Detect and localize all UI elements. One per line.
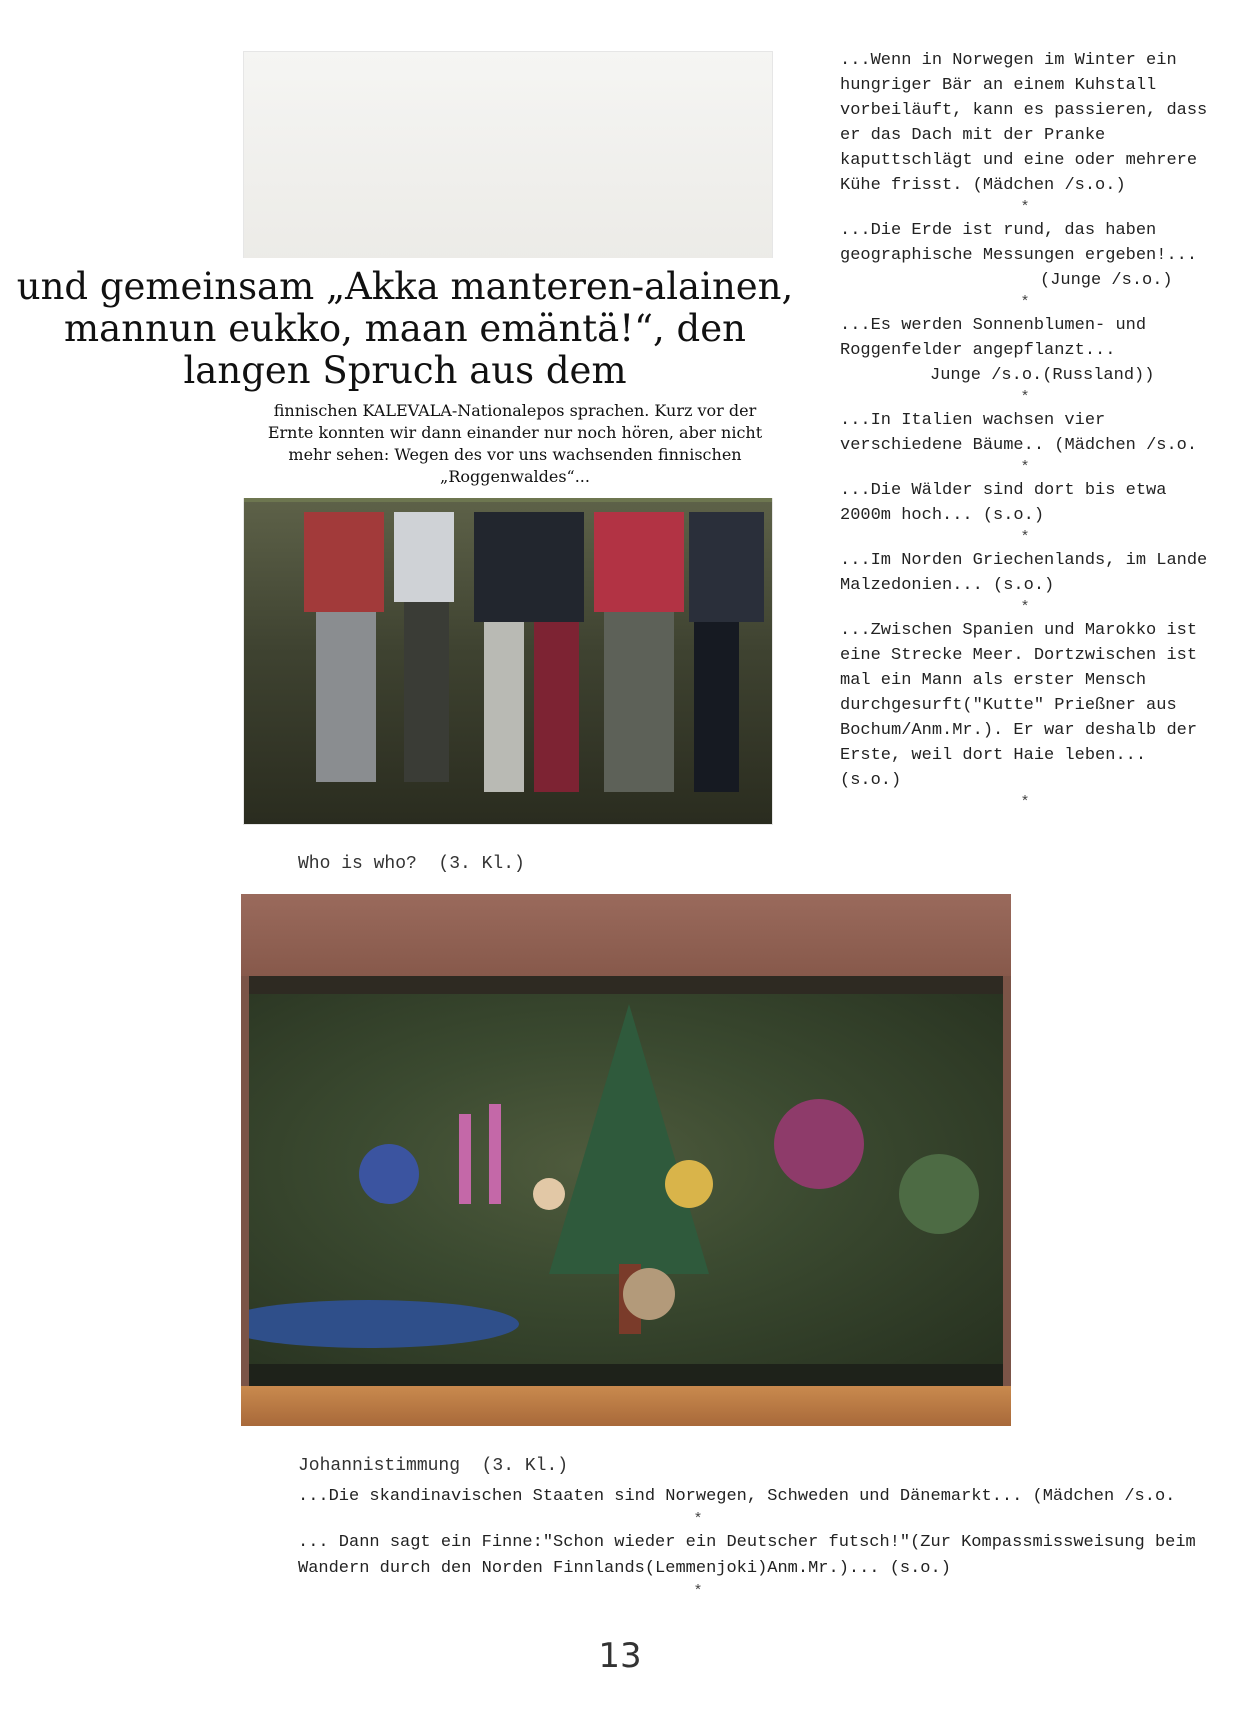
quotes-column [840, 48, 1218, 813]
quote-3: ...Es werden Sonnenblumen- und Roggenfelder angepflanzt... Junge /s.o.(Russland)) [840, 316, 1157, 385]
separator-star: * [1020, 199, 1030, 216]
photo-cabinet [241, 1386, 1011, 1426]
photo-sky [244, 52, 772, 262]
mural-shapes [249, 994, 1003, 1374]
quote-2: ...Die Erde ist rund, das haben geographische Messungen ergeben!... (Junge /s.o.) [840, 221, 1198, 290]
overlay-continuation: finnischen KALEVALA-Nationalepos sprachen. Kurz vor der Ernte konnten wir dann einander nur noch hören, aber nicht mehr sehen: Wegen des vor uns wachsenden finnischen „Roggenwaldes“... [267, 401, 763, 486]
quote-5: ...Die Wälder sind dort bis etwa 2000m hoch... (s.o.) [840, 481, 1177, 525]
photo-caption-johannistimmung: Johannistimmung (3. Kl.) [298, 1456, 569, 1476]
board-ledge [249, 1364, 1003, 1386]
bottom-quotes [298, 1484, 1208, 1602]
separator-star: * [1020, 599, 1030, 616]
photo-wall [241, 894, 1011, 976]
children-silhouettes [244, 502, 772, 824]
page-number: 13 [598, 1636, 642, 1676]
quote-6: ...Im Norden Griechenlands, im Lande Malzedonien... (s.o.) [840, 551, 1218, 595]
separator-star: * [1020, 794, 1030, 811]
quote-4: ...In Italien wachsen vier verschiedene Bäume.. (Mädchen /s.o. [840, 411, 1198, 455]
separator-star: * [1020, 459, 1030, 476]
board-frame [249, 976, 1003, 994]
chalk-drawing-forest [249, 994, 1003, 1374]
photo-caption-who-is-who: Who is who? (3. Kl.) [298, 854, 525, 874]
separator-star: * [693, 1511, 703, 1528]
photo-chalkboard-mural [241, 894, 1011, 1426]
overlay-headline: und gemeinsam „Akka manteren-alainen, mannun eukko, maan emäntä!“, den langen Spruch aus dem [16, 265, 794, 392]
separator-star: * [1020, 389, 1030, 406]
separator-star: * [1020, 529, 1030, 546]
quote-1: ...Wenn in Norwegen im Winter ein hungriger Bär an einem Kuhstall vorbeiläuft, kann es passieren, dass er das Dach mit der Pranke kaputtschlägt und eine oder mehrere Kühe frisst. (Mädchen /s.o.) [840, 51, 1218, 195]
separator-star: * [1020, 294, 1030, 311]
bottom-quote-1: ...Die skandinavischen Staaten sind Norwegen, Schweden und Dänemarkt... (Mädchen /s.o. [298, 1487, 1176, 1506]
separator-star: * [693, 1583, 703, 1600]
photo-children-group [244, 502, 772, 824]
quote-7: ...Zwischen Spanien und Marokko ist eine Strecke Meer. Dortzwischen ist mal ein Mann als erster Mensch durchgesurft("Kutte" Prießner aus Bochum/Anm.Mr.). Er war deshalb der Erste, weil dort Haie leben... (s.o.) [840, 621, 1208, 790]
bottom-quote-2: ... Dann sagt ein Finne:"Schon wieder ein Deutscher futsch!"(Zur Kompassmissweisung beim Wandern durch den Norden Finnlands(Lemmenjoki)Anm.Mr.)... (s.o.) [298, 1533, 1206, 1578]
